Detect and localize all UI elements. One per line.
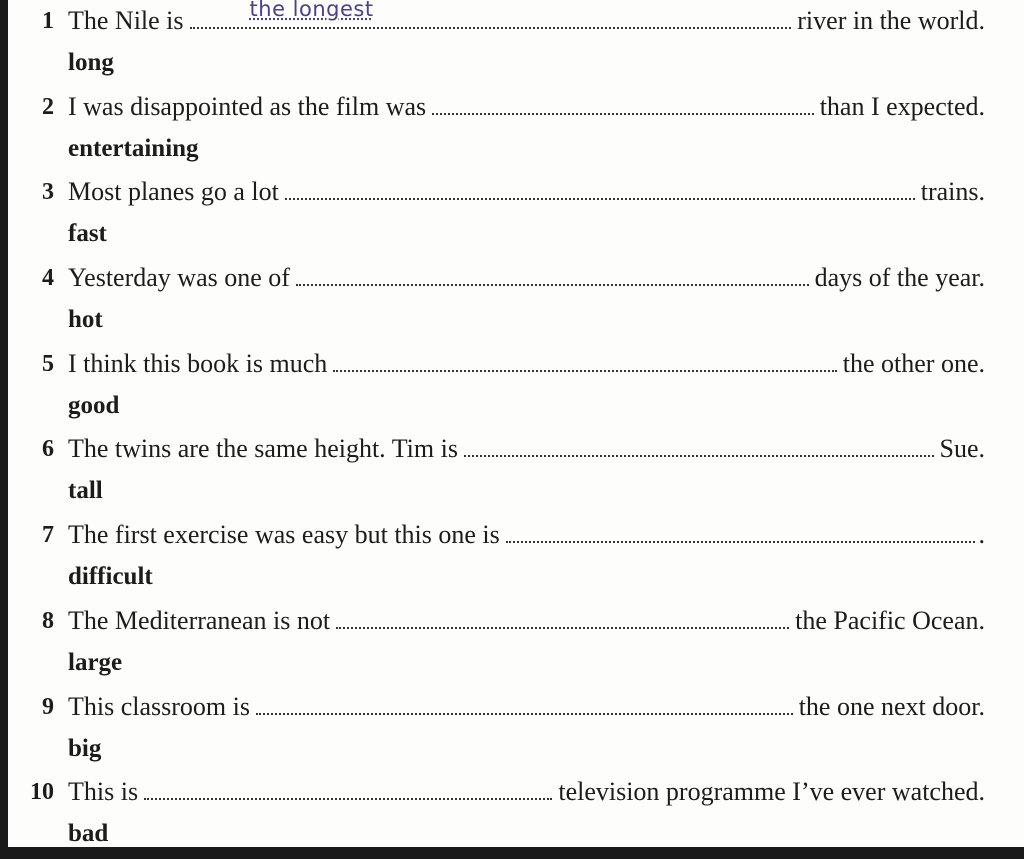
- sentence-end: than I expected.: [819, 92, 985, 121]
- sentence-start: I think this book is much: [68, 349, 328, 378]
- item-number: 6: [42, 436, 54, 462]
- word-hint: hot: [68, 306, 103, 333]
- item-number: 5: [42, 351, 54, 377]
- item-sentence: [68, 432, 985, 466]
- word-hint: tall: [68, 477, 103, 504]
- sentence-end: the one next door.: [798, 692, 985, 721]
- exercise-item-1: [8, 2, 1024, 88]
- sentence-start: I was disappointed as the film was: [68, 92, 427, 121]
- sentence-start: The Mediterranean is not: [68, 606, 331, 635]
- item-number: 9: [42, 694, 54, 720]
- word-hint: long: [68, 49, 114, 76]
- exercise-item-3: [8, 173, 1024, 259]
- sentence-end: days of the year.: [814, 263, 985, 292]
- item-sentence: [68, 775, 985, 809]
- item-sentence: [68, 518, 985, 552]
- answer-blank[interactable]: [144, 778, 552, 800]
- word-hint: entertaining: [68, 135, 199, 162]
- word-hint: large: [68, 649, 123, 676]
- item-sentence: [68, 604, 985, 638]
- item-number: 1: [42, 8, 54, 34]
- sentence-start: This is: [68, 777, 139, 806]
- exercise-item-8: [8, 602, 1024, 688]
- sentence-end: .: [978, 520, 985, 549]
- worksheet-page: [8, 0, 1024, 847]
- item-sentence: [68, 261, 985, 295]
- sentence-end: Sue.: [939, 434, 985, 463]
- sentence-start: This classroom is: [68, 692, 250, 721]
- word-hint: fast: [68, 220, 107, 247]
- item-sentence: [68, 690, 985, 724]
- sentence-end: the other one.: [842, 349, 985, 378]
- answer-blank[interactable]: [432, 93, 814, 115]
- exercise-item-10: [8, 773, 1024, 859]
- answer-blank[interactable]: [464, 435, 934, 457]
- exercise-item-9: [8, 688, 1024, 774]
- sentence-start: The Nile is: [68, 6, 184, 35]
- item-number: 8: [42, 608, 54, 634]
- answer-blank[interactable]: [256, 693, 793, 715]
- exercise-item-4: [8, 259, 1024, 345]
- exercise-item-5: [8, 345, 1024, 431]
- sentence-end: river in the world.: [797, 6, 985, 35]
- sentence-end: the Pacific Ocean.: [795, 606, 985, 635]
- word-hint: big: [68, 735, 102, 762]
- answer-blank[interactable]: [285, 178, 915, 200]
- item-sentence: [68, 347, 985, 381]
- item-number: 10: [30, 779, 54, 805]
- exercise-item-2: [8, 88, 1024, 174]
- answer-blank[interactable]: [333, 350, 836, 372]
- handwritten-answer: the longest: [249, 0, 374, 21]
- sentence-start: The twins are the same height. Tim is: [68, 434, 458, 463]
- item-sentence: [68, 0, 985, 38]
- item-number: 7: [42, 522, 54, 548]
- item-sentence: [68, 90, 985, 124]
- exercise-item-6: [8, 430, 1024, 516]
- item-number: 2: [42, 94, 54, 120]
- item-number: 4: [42, 265, 54, 291]
- answer-blank[interactable]: [296, 264, 809, 286]
- answer-blank[interactable]: [336, 607, 789, 629]
- exercise-item-7: [8, 516, 1024, 602]
- item-sentence: [68, 175, 985, 209]
- word-hint: good: [68, 392, 120, 419]
- word-hint: difficult: [68, 563, 153, 590]
- sentence-end: television programme I’ve ever watched.: [558, 777, 985, 806]
- item-number: 3: [42, 179, 54, 205]
- sentence-end: trains.: [920, 177, 985, 206]
- sentence-start: The first exercise was easy but this one is: [68, 520, 500, 549]
- sentence-start: Yesterday was one of: [68, 263, 290, 292]
- sentence-start: Most planes go a lot: [68, 177, 279, 206]
- word-hint: bad: [68, 820, 109, 847]
- answer-blank[interactable]: [506, 521, 975, 543]
- answer-blank[interactable]: [190, 0, 792, 29]
